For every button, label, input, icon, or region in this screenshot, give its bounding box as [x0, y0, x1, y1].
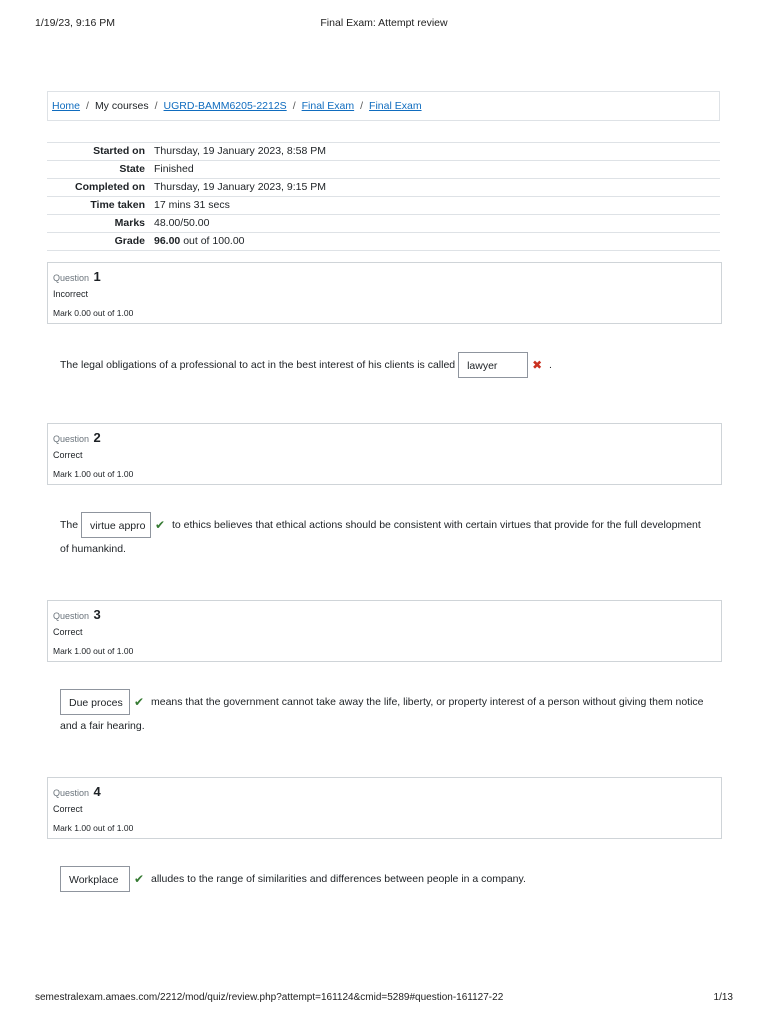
check-icon: ✔ [134, 695, 145, 709]
breadcrumb-course-link[interactable]: UGRD-BAMM6205-2212S [163, 100, 287, 112]
question-text-before: The [60, 518, 79, 531]
print-header [35, 17, 733, 31]
summary-value: 17 mins 31 secs [154, 197, 720, 215]
summary-value: 48.00/50.00 [154, 215, 720, 233]
answer-field[interactable]: virtue appro [81, 512, 151, 538]
question-grade: Mark 0.00 out of 1.00 [53, 308, 134, 318]
summary-label: State [47, 161, 154, 179]
question-grade: Mark 1.00 out of 1.00 [53, 646, 134, 656]
summary-row-grade [47, 233, 720, 251]
question-prefix: Question [53, 434, 90, 444]
question-state: Correct [53, 627, 83, 637]
print-datetime: 1/19/23, 9:16 PM [35, 17, 115, 29]
summary-row-started [47, 143, 720, 161]
summary-row-marks [47, 215, 720, 233]
question-prefix: Question [53, 273, 90, 283]
question-number-value: 3 [93, 607, 101, 622]
summary-value: Thursday, 19 January 2023, 9:15 PM [154, 179, 720, 197]
breadcrumb-separator: / [154, 100, 158, 112]
question-4-text [60, 866, 710, 892]
question-text-before: The legal obligations of a professional to act in the best interest of his clients is called [60, 358, 456, 371]
question-2-text [60, 512, 710, 560]
question-state: Correct [53, 450, 83, 460]
breadcrumb-section-link[interactable]: Final Exam [301, 100, 355, 112]
question-2-info [47, 423, 722, 485]
summary-value: Thursday, 19 January 2023, 8:58 PM [154, 143, 720, 161]
summary-row-completed [47, 179, 720, 197]
print-title: Final Exam: Attempt review [320, 17, 448, 29]
summary-label: Completed on [47, 179, 154, 197]
breadcrumb-separator: / [86, 100, 89, 112]
question-number [53, 269, 721, 284]
question-number [53, 430, 721, 445]
breadcrumb-home-link[interactable]: Home [52, 100, 81, 112]
question-state: Correct [53, 804, 83, 814]
question-number-value: 2 [93, 430, 101, 445]
attempt-summary-table [47, 142, 720, 251]
summary-label: Started on [47, 143, 154, 161]
answer-field[interactable]: Due proces [60, 689, 130, 715]
summary-label: Marks [47, 215, 154, 233]
cross-icon: ✖ [532, 358, 543, 372]
question-state: Incorrect [53, 289, 89, 299]
print-page-number: 1/13 [713, 992, 733, 1003]
question-1-text [60, 352, 710, 378]
check-icon: ✔ [155, 518, 166, 532]
question-prefix: Question [53, 611, 90, 621]
print-url: semestralexam.amaes.com/2212/mod/quiz/review.php?attempt=161124&cmid=5289#question-161127-22 [35, 992, 504, 1003]
summary-row-state [47, 161, 720, 179]
question-grade: Mark 1.00 out of 1.00 [53, 823, 134, 833]
print-footer [35, 992, 733, 1006]
summary-row-time-taken [47, 197, 720, 215]
question-number-value: 4 [93, 784, 101, 799]
breadcrumb-my-courses: My courses [94, 100, 149, 112]
summary-value [154, 233, 720, 251]
breadcrumb-separator: / [360, 100, 364, 112]
question-text-after: to ethics believes that ethical actions should be consistent with certain virtues that provide for the full development of humankind. [60, 518, 701, 555]
question-text-after: means that the government cannot take away the life, liberty, or property interest of a person without giving them notice and a fair hearing. [60, 695, 704, 732]
question-text-after: . [549, 358, 552, 371]
question-text-after: alludes to the range of similarities and differences between people in a company. [150, 872, 526, 885]
question-prefix: Question [53, 788, 90, 798]
summary-value: Finished [154, 161, 720, 179]
summary-label: Time taken [47, 197, 154, 215]
answer-field[interactable]: Workplace [60, 866, 130, 892]
question-number [53, 784, 721, 799]
question-grade: Mark 1.00 out of 1.00 [53, 469, 134, 479]
check-icon: ✔ [134, 872, 145, 886]
question-1-info [47, 262, 722, 324]
question-3-info [47, 600, 722, 662]
breadcrumb-separator: / [292, 100, 296, 112]
breadcrumb [47, 91, 720, 121]
grade-out-of: out of 100.00 [180, 235, 245, 247]
question-3-text [60, 689, 710, 737]
summary-label: Grade [47, 233, 154, 251]
breadcrumb-quiz-link[interactable]: Final Exam [369, 100, 422, 112]
question-4-info [47, 777, 722, 839]
question-number [53, 607, 721, 622]
answer-field[interactable]: lawyer [458, 352, 528, 378]
grade-score: 96.00 [154, 235, 181, 247]
question-number-value: 1 [93, 269, 101, 284]
